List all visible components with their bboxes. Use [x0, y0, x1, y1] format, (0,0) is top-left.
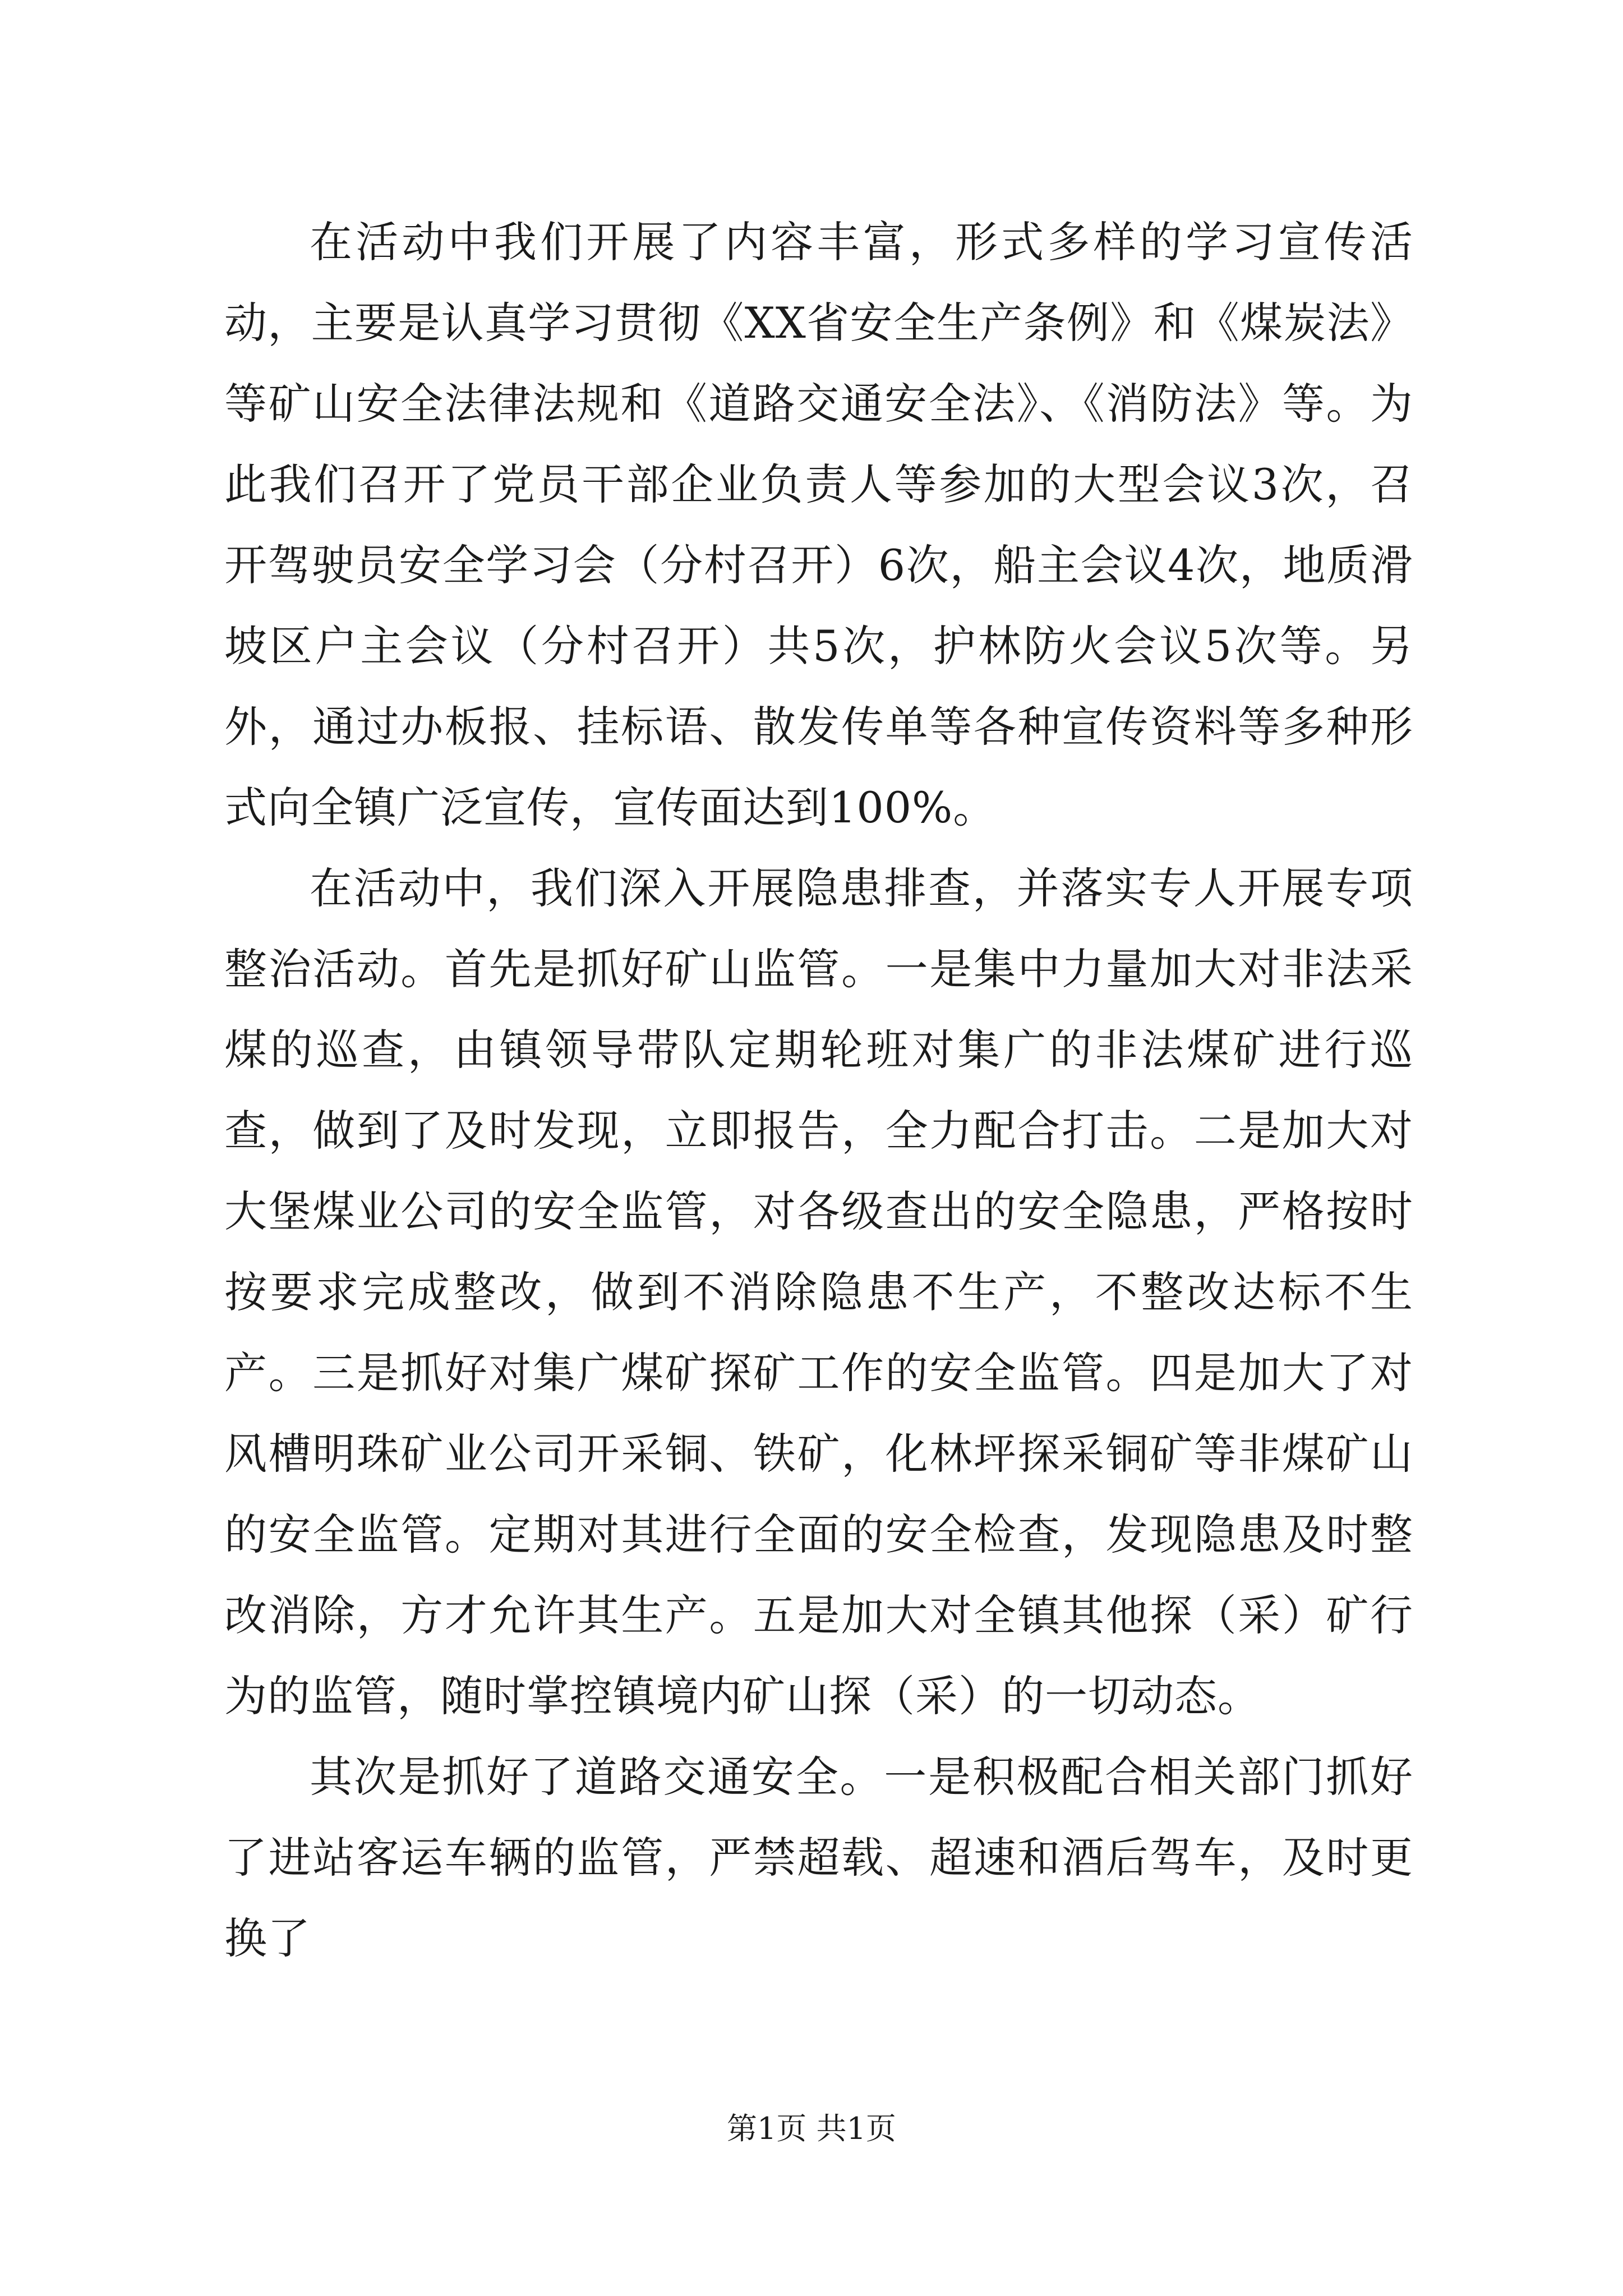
- page-number-label: 第1页 共1页: [727, 2111, 896, 2146]
- document-body: [224, 202, 1413, 1979]
- paragraph-1: 在活动中我们开展了内容丰富，形式多样的学习宣传活动，主要是认真学习贯彻《XX省安全生产条例》和《煤炭法》等矿山安全法律法规和《道路交通安全法》、《消防法》等。为此我们召开了党员干部企业负责人等参加的大型会议3次，召开驾驶员安全学习会（分村召开）6次，船主会议4次，地质滑坡区户主会议（分村召开）共5次，护林防火会议5次等。另外，通过办板报、挂标语、散发传单等各种宣传资料等多种形式向全镇广泛宣传，宣传面达到100%。: [224, 217, 1413, 832]
- page-footer: [0, 2109, 1623, 2148]
- paragraph-3: 其次是抓好了道路交通安全。一是积极配合相关部门抓好了进站客运车辆的监管，严禁超载、超速和酒后驾车，及时更换了: [224, 1752, 1413, 1963]
- paragraph-2: 在活动中，我们深入开展隐患排查，并落实专人开展专项整治活动。首先是抓好矿山监管。一是集中力量加大对非法采煤的巡查，由镇领导带队定期轮班对集广的非法煤矿进行巡查，做到了及时发现，立即报告，全力配合打击。二是加大对大堡煤业公司的安全监管，对各级查出的安全隐患，严格按时按要求完成整改，做到不消除隐患不生产，不整改达标不生产。三是抓好对集广煤矿探矿工作的安全监管。四是加大了对风槽明珠矿业公司开采铜、铁矿，化林坪探采铜矿等非煤矿山的安全监管。定期对其进行全面的安全检查，发现隐患及时整改消除，方才允许其生产。五是加大对全镇其他探（采）矿行为的监管，随时掌控镇境内矿山探（采）的一切动态。: [224, 863, 1413, 1721]
